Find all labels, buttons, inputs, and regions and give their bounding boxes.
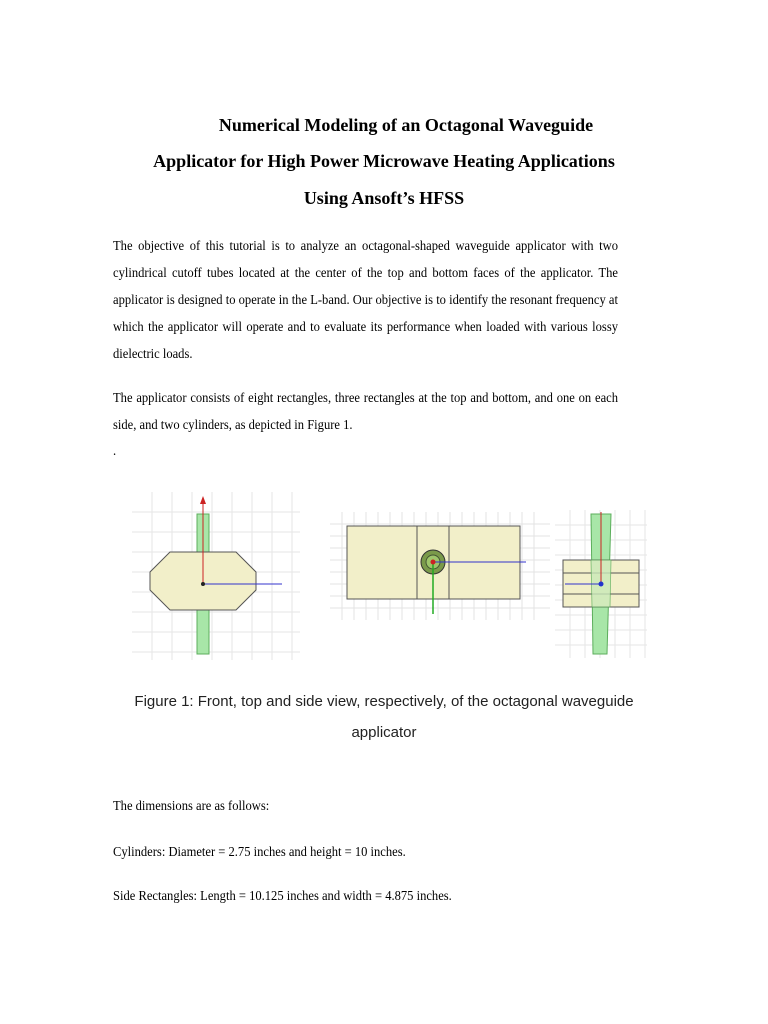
top-view-figure xyxy=(330,512,550,620)
dimensions-intro: The dimensions are as follows: xyxy=(113,798,270,813)
cylinders-dimensions: Cylinders: Diameter = 2.75 inches and height = 10 inches. xyxy=(113,844,406,859)
structure-paragraph: The applicator consists of eight rectangles, three rectangles at the top and bottom, and one on each side, and two cylinders, as depicted in Figure 1. xyxy=(113,390,618,432)
intro-paragraph: The objective of this tutorial is to analyze an octagonal-shaped waveguide applicator with two cylindrical cutoff tubes located at the center of the top and bottom faces of the applicator. The applicator is designed to operate in the L-band. Our objective is to identify the resonant frequency at which the applicator will operate and to evaluate its performance when loaded with various lossy dielectric loads. xyxy=(113,238,618,361)
title-line-3: Using Ansoft’s HFSS xyxy=(303,188,465,208)
front-view-figure xyxy=(132,492,300,660)
stray-period: . xyxy=(113,443,117,458)
side-rectangles-dimensions: Side Rectangles: Length = 10.125 inches and width = 4.875 inches. xyxy=(113,888,452,903)
side-view-figure xyxy=(555,510,647,658)
title-line-2: Applicator for High Power Microwave Heating Applications xyxy=(153,151,615,171)
figure-caption: Figure 1: Front, top and side view, respectively, of the octagonal waveguide applicator xyxy=(134,693,634,741)
title-line-1: Numerical Modeling of an Octagonal Waveguide xyxy=(218,115,594,135)
